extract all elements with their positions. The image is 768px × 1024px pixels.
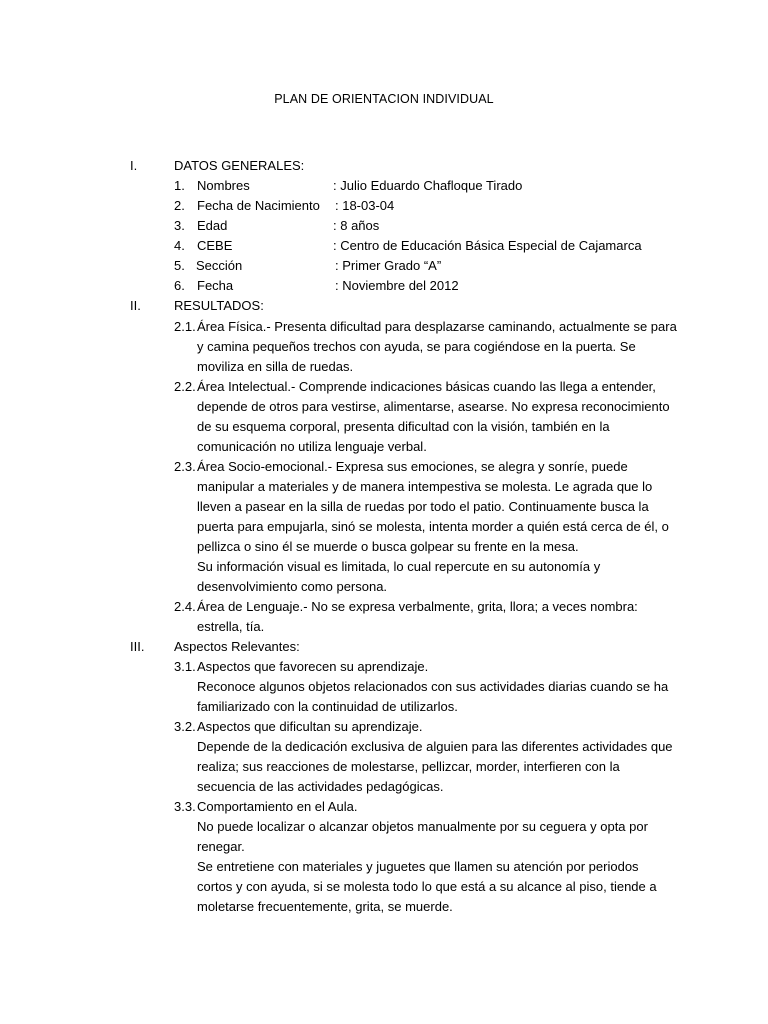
data-item-value: : Noviembre del 2012 xyxy=(335,278,459,293)
paragraph-line: pellizca o sino él se muerde o busca golpear su frente en la mesa. xyxy=(197,539,579,554)
data-item-value: : 8 años xyxy=(333,218,380,233)
paragraph-line: realiza; sus reacciones de molestarse, pellizcar, morder, interfieren con la xyxy=(197,759,620,774)
section-2-numeral: II. xyxy=(130,298,141,313)
subsection-number: 3.3. xyxy=(174,799,196,814)
paragraph-line: lleven a pasear en la silla de ruedas por todo el patio. Continuamente busca la xyxy=(197,499,649,514)
subsection-number: 2.4. xyxy=(174,599,196,614)
subsection-number: 2.1. xyxy=(174,319,196,334)
data-item-value: : 18-03-04 xyxy=(335,198,395,213)
paragraph-line: Su información visual es limitada, lo cual repercute en su autonomía y xyxy=(197,559,601,574)
document-title: PLAN DE ORIENTACION INDIVIDUAL xyxy=(274,92,494,106)
paragraph-line: Área Intelectual.- Comprende indicaciones básicas cuando las llega a entender, xyxy=(197,379,656,394)
section-3-heading: Aspectos Relevantes: xyxy=(174,639,300,654)
data-item-label: CEBE xyxy=(197,238,233,253)
data-item-number: 3. xyxy=(174,218,185,233)
section-1-heading: DATOS GENERALES: xyxy=(174,158,305,173)
paragraph-line: de su esquema corporal, presenta dificultad con la visión, también en la xyxy=(197,419,610,434)
subsection-heading: Aspectos que favorecen su aprendizaje. xyxy=(197,659,429,674)
paragraph-line: Área Física.- Presenta dificultad para desplazarse caminando, actualmente se para xyxy=(197,319,677,334)
paragraph-line: secuencia de las actividades pedagógicas. xyxy=(197,779,444,794)
paragraph-line: Área Socio-emocional.- Expresa sus emociones, se alegra y sonríe, puede xyxy=(197,459,628,474)
paragraph-line: No puede localizar o alcanzar objetos manualmente por su ceguera y opta por xyxy=(197,819,648,834)
paragraph-line: moletarse frecuentemente, grita, se muerde. xyxy=(197,899,453,914)
data-item-number: 6. xyxy=(174,278,185,293)
paragraph-line: y camina pequeños trechos con ayuda, se para cogiéndose en la puerta. Se xyxy=(197,339,636,354)
paragraph-line: cortos y con ayuda, si se molesta todo lo que está a su alcance al piso, tiende a xyxy=(197,879,657,894)
data-item-label: Nombres xyxy=(197,178,250,193)
subsection-heading: Comportamiento en el Aula. xyxy=(197,799,358,814)
paragraph-line: puerta para empujarla, sinó se molesta, intenta morder a quién está cerca de él, o xyxy=(197,519,669,534)
data-item-number: 5. xyxy=(174,258,185,273)
paragraph-line: renegar. xyxy=(197,839,245,854)
paragraph-line: Depende de la dedicación exclusiva de alguien para las diferentes actividades que xyxy=(197,739,673,754)
paragraph-line: depende de otros para vestirse, alimentarse, asearse. No expresa reconocimiento xyxy=(197,399,670,414)
subsection-number: 2.3. xyxy=(174,459,196,474)
data-item-label: Fecha xyxy=(197,278,234,293)
paragraph-line: desenvolvimiento como persona. xyxy=(197,579,388,594)
data-item-label: Fecha de Nacimiento xyxy=(197,198,320,213)
subsection-number: 2.2. xyxy=(174,379,196,394)
data-item-value: : Primer Grado “A” xyxy=(335,258,442,273)
section-3-numeral: III. xyxy=(130,639,145,654)
data-item-value: : Centro de Educación Básica Especial de Cajamarca xyxy=(333,238,642,253)
data-item-label: Edad xyxy=(197,218,228,233)
subsection-heading: Aspectos que dificultan su aprendizaje. xyxy=(197,719,423,734)
data-item-number: 1. xyxy=(174,178,185,193)
paragraph-line: moviliza en silla de ruedas. xyxy=(197,359,354,374)
paragraph-line: familiarizado con la continuidad de utilizarlos. xyxy=(197,699,458,714)
paragraph-line: estrella, tía. xyxy=(197,619,265,634)
paragraph-line: Se entretiene con materiales y juguetes que llamen su atención por periodos xyxy=(197,859,639,874)
paragraph-line: Reconoce algunos objetos relacionados con sus actividades diarias cuando se ha xyxy=(197,679,669,694)
section-1-numeral: I. xyxy=(130,158,138,173)
paragraph-line: comunicación no utiliza lenguaje verbal. xyxy=(197,439,427,454)
paragraph-line: manipular a materiales y de manera intempestiva se molesta. Le agrada que lo xyxy=(197,479,653,494)
data-item-number: 4. xyxy=(174,238,185,253)
subsection-number: 3.1. xyxy=(174,659,196,674)
data-item-label: Sección xyxy=(196,258,243,273)
data-item-number: 2. xyxy=(174,198,185,213)
subsection-number: 3.2. xyxy=(174,719,196,734)
data-item-value: : Julio Eduardo Chafloque Tirado xyxy=(333,178,523,193)
paragraph-line: Área de Lenguaje.- No se expresa verbalmente, grita, llora; a veces nombra: xyxy=(197,599,638,614)
section-2-heading: RESULTADOS: xyxy=(174,298,264,313)
